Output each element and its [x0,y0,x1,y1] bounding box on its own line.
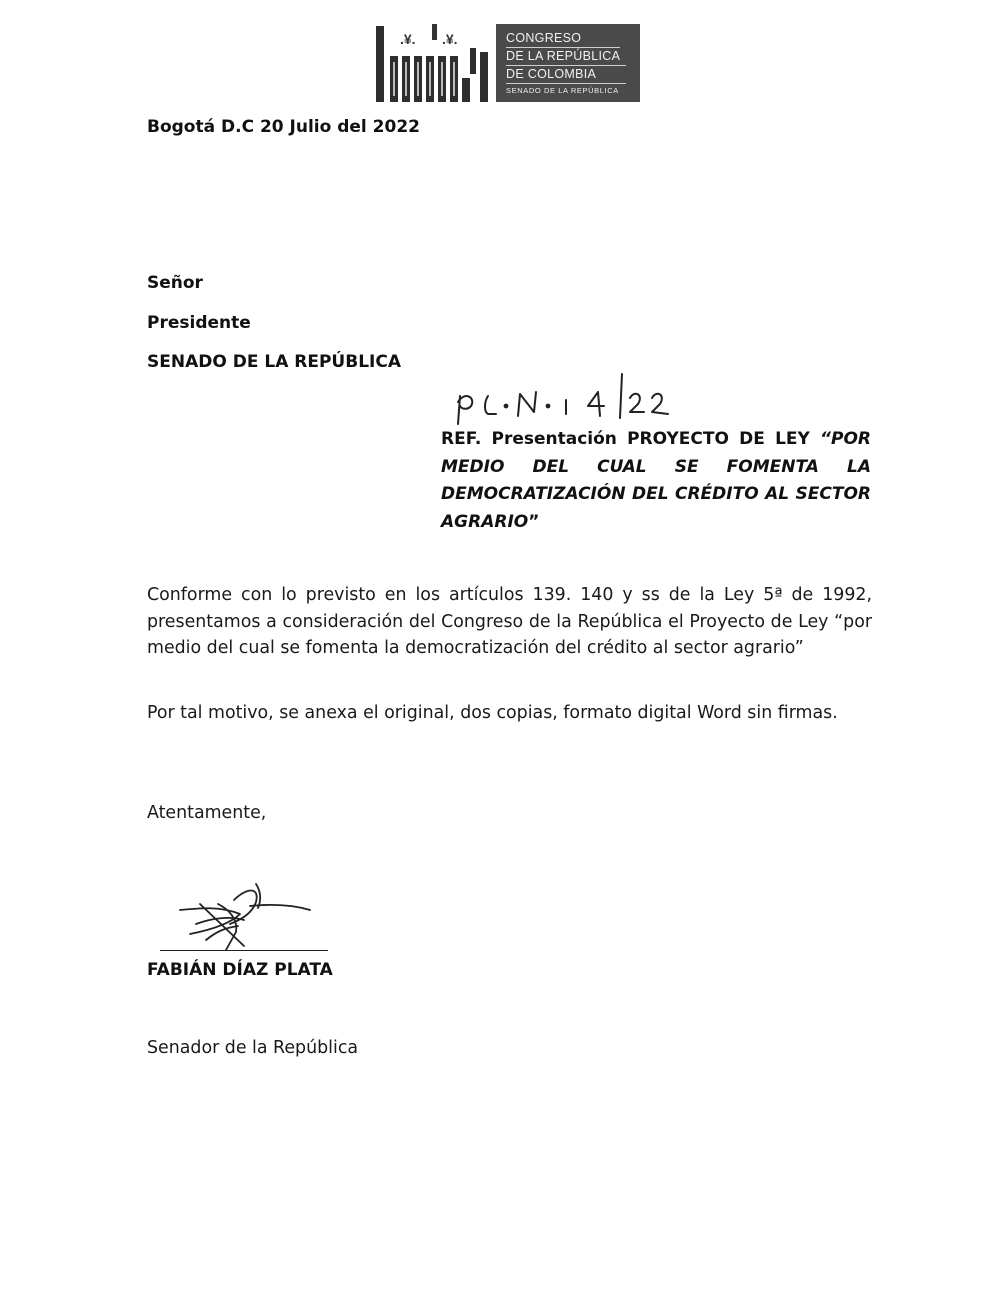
body-paragraph-1: Conforme con lo previsto en los artículos 139. 140 y ss de la Ley 5ª de 1992, presentamos a consideración del Congreso de la República el Proyecto de Ley “por medio del cual se fomenta la democratización del crédito al sector agrario” [147,585,872,658]
letterhead-line-4: SENADO DE LA REPÚBLICA [506,86,619,95]
letterhead-line-3: DE COLOMBIA [506,66,626,84]
letter-date: Bogotá D.C 20 Julio del 2022 [147,117,420,137]
letterhead-line-2: DE LA REPÚBLICA [506,48,626,66]
svg-text:.¥.: .¥. [400,31,416,47]
handwritten-filing-note [448,372,748,432]
letterhead-line-1: CONGRESO [506,30,620,48]
reference-block [441,426,871,536]
reference-prefix: REF. Presentación PROYECTO DE LEY [441,429,821,449]
signer-role: Senador de la República [147,1038,359,1058]
body-paragraph-2: Por tal motivo, se anexa el original, dos copias, formato digital Word sin firmas. [147,703,838,723]
salutation-line-3: SENADO DE LA REPÚBLICA [147,352,401,372]
svg-text:.¥.: .¥. [442,31,458,47]
salutation-line-2: Presidente [147,313,251,333]
reference-close-quote: ” [528,511,540,532]
congress-letterhead-badge [496,24,640,102]
reference-bill-title: “POR MEDIO DEL CUAL SE FOMENTA LA DEMOCRATIZACIÓN DEL CRÉDITO AL SECTOR AGRARIO [441,429,871,532]
handwritten-signature [160,880,340,960]
salutation-line-1: Señor [147,273,203,293]
closing-phrase: Atentamente, [147,803,267,823]
signature-line [160,950,328,951]
congress-emblem-logo [374,22,492,104]
signer-name: FABIÁN DÍAZ PLATA [147,960,333,980]
